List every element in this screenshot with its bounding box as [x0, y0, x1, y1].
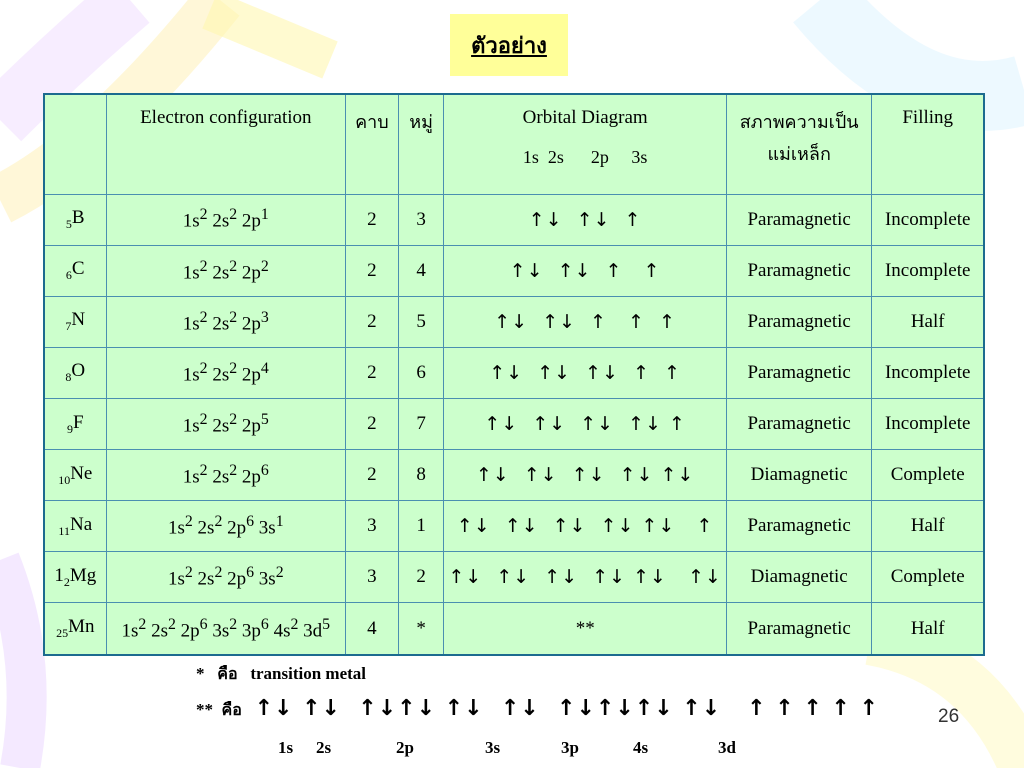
period-cell: 4 [346, 603, 399, 655]
filling-cell: Incomplete [872, 245, 984, 296]
orbital-cell: ↑↓ ↑↓ ↑ ↑ ↑ [444, 296, 726, 347]
table-row [44, 450, 984, 501]
config-cell: $1s^2$ $2s^2$ $2p^6$ $3s^2$ $3p^6$ $4s^2$ $3d^5$ [106, 603, 346, 655]
orbital-arrows: ↑↓ ↑↓ ↑↓↑↓ ↑↓ ↑↓ ↑↓↑↓↑↓ ↑↓ ↑ ↑ ↑ ↑ ↑ [254, 696, 879, 721]
filling-cell: Half [872, 296, 984, 347]
period-cell: 3 [346, 501, 399, 552]
group-cell: * [398, 603, 444, 655]
group-cell: 3 [398, 194, 444, 245]
header-filling: Filling [872, 94, 984, 194]
magnetic-cell: Diamagnetic [726, 450, 872, 501]
table-row [44, 245, 984, 296]
element-cell: $_9$F [44, 398, 106, 449]
magnetic-cell: Paramagnetic [726, 501, 872, 552]
element-cell: $_6$C [44, 245, 106, 296]
header-element [44, 94, 106, 194]
header-magnetic: สภาพความเป็น แม่เหล็ก [726, 94, 872, 194]
filling-cell: Incomplete [872, 398, 984, 449]
config-cell: $1s^2$ $2s^2$ $2p^1$ [106, 194, 346, 245]
period-cell: 2 [346, 398, 399, 449]
period-cell: 2 [346, 245, 399, 296]
table-row [44, 603, 984, 655]
config-cell: $1s^2$ $2s^2$ $2p^4$ [106, 347, 346, 398]
magnetic-cell: Paramagnetic [726, 194, 872, 245]
config-cell: $1s^2$ $2s^2$ $2p^5$ [106, 398, 346, 449]
filling-cell: Complete [872, 450, 984, 501]
magnetic-cell: Paramagnetic [726, 398, 872, 449]
filling-cell: Complete [872, 552, 984, 603]
group-cell: 4 [398, 245, 444, 296]
group-cell: 6 [398, 347, 444, 398]
orbital-cell: ** [444, 603, 726, 655]
element-cell: $1_2Mg$ [44, 552, 106, 603]
orbital-label: 1s [278, 738, 294, 757]
header-row [44, 94, 984, 194]
header-config: Electron configuration [106, 94, 346, 194]
element-cell: $_5$B [44, 194, 106, 245]
table-row [44, 552, 984, 603]
filling-cell: Half [872, 501, 984, 552]
period-cell: 2 [346, 450, 399, 501]
period-cell: 2 [346, 296, 399, 347]
element-cell: $_{25}$Mn [44, 603, 106, 655]
magnetic-cell: Paramagnetic [726, 347, 872, 398]
header-group: หมู่ [398, 94, 444, 194]
group-cell: 1 [398, 501, 444, 552]
footnote-double-star: ** คือ ↑↓ ↑↓ ↑↓↑↓ ↑↓ ↑↓ ↑↓↑↓↑↓ ↑↓ ↑ ↑ ↑ ↑ ↑ [196, 696, 879, 721]
orbital-cell: ↑↓ ↑↓ ↑↓ ↑↓ ↑↓ ↑ [444, 501, 726, 552]
group-cell: 2 [398, 552, 444, 603]
table-row [44, 501, 984, 552]
orbital-label: 2s [316, 738, 332, 757]
filling-cell: Incomplete [872, 347, 984, 398]
config-cell: $1s^2$ $2s^2$ $2p^6$ [106, 450, 346, 501]
magnetic-cell: Paramagnetic [726, 603, 872, 655]
orbital-label: 3p [561, 738, 579, 757]
element-cell: $_{10}$Ne [44, 450, 106, 501]
magnetic-cell: Paramagnetic [726, 296, 872, 347]
electron-config-table [43, 93, 985, 656]
title-box [450, 14, 568, 76]
magnetic-cell: Paramagnetic [726, 245, 872, 296]
element-cell: $_7$N [44, 296, 106, 347]
header-period: คาบ [346, 94, 399, 194]
orbital-cell: ↑↓ ↑↓ ↑↓ ↑↓ ↑↓ ↑↓ [444, 552, 726, 603]
slide-title: ตัวอย่าง [471, 33, 547, 59]
orbital-cell: ↑↓ ↑↓ ↑↓ ↑ ↑ [444, 347, 726, 398]
filling-cell: Incomplete [872, 194, 984, 245]
magnetic-cell: Diamagnetic [726, 552, 872, 603]
orbital-cell: ↑↓ ↑↓ ↑↓ ↑↓ ↑↓ [444, 450, 726, 501]
filling-cell: Half [872, 603, 984, 655]
config-cell: $1s^2$ $2s^2$ $2p^6$ $3s^1$ [106, 501, 346, 552]
orbital-cell: ↑↓ ↑↓ ↑ [444, 194, 726, 245]
orbital-label: 3s [485, 738, 501, 757]
table-row [44, 347, 984, 398]
orbital-label: 3d [718, 738, 736, 757]
group-cell: 7 [398, 398, 444, 449]
header-orbital: Orbital Diagram 1s 2s 2p 3s [444, 94, 726, 194]
orbital-label: 2p [396, 738, 414, 757]
table-row [44, 296, 984, 347]
footnote-star: * คือ transition metal [196, 664, 366, 683]
table-row [44, 194, 984, 245]
config-cell: $1s^2$ $2s^2$ $2p^2$ [106, 245, 346, 296]
period-cell: 2 [346, 347, 399, 398]
config-cell: $1s^2$ $2s^2$ $2p^6$ $3s^2$ [106, 552, 346, 603]
config-cell: $1s^2$ $2s^2$ $2p^3$ [106, 296, 346, 347]
element-cell: $_8$O [44, 347, 106, 398]
element-cell: $_{11}$Na [44, 501, 106, 552]
table-row [44, 398, 984, 449]
page-number: 26 [938, 706, 960, 727]
orbital-label: 4s [633, 738, 649, 757]
group-cell: 8 [398, 450, 444, 501]
orbital-cell: ↑↓ ↑↓ ↑↓ ↑↓ ↑ [444, 398, 726, 449]
period-cell: 2 [346, 194, 399, 245]
orbital-cell: ↑↓ ↑↓ ↑ ↑ [444, 245, 726, 296]
group-cell: 5 [398, 296, 444, 347]
period-cell: 3 [346, 552, 399, 603]
